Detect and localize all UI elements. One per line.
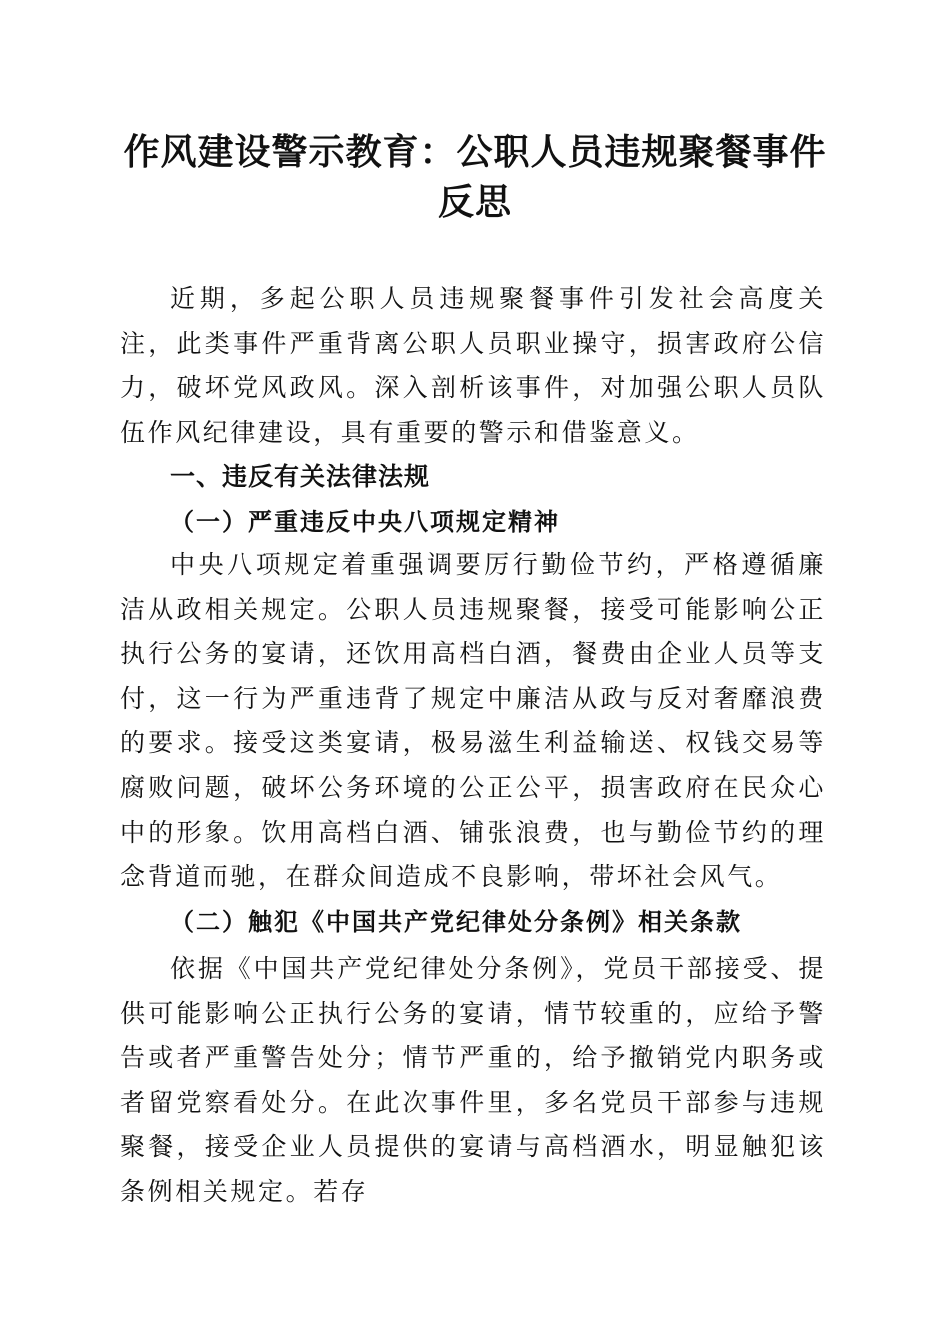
subsection-1-paragraph: 中央八项规定着重强调要厉行勤俭节约，严格遵循廉洁从政相关规定。公职人员违规聚餐，接受可能影响公正执行公务的宴请，还饮用高档白酒，餐费由企业人员等支付，这一行为严重违背了规定中廉洁从政与反对奢靡浪费的要求。接受这类宴请，极易滋生利益输送、权钱交易等腐败问题，破坏公务环境的公正公平，损害政府在民众心中的形象。饮用高档白酒、铺张浪费，也与勤俭节约的理念背道而驰，在群众间造成不良影响，带坏社会风气。 [120,550,826,892]
section-1-heading: 一、违反有关法律法规 [170,462,431,491]
intro-paragraph: 近期，多起公职人员违规聚餐事件引发社会高度关注，此类事件严重背离公职人员职业操守，损害政府公信力，破坏党风政风。深入剖析该事件，对加强公职人员队伍作风纪律建设，具有重要的警示和借鉴意义。 [120,284,826,447]
subsection-2-heading: （二）触犯《中国共产党纪律处分条例》相关条款 [170,907,742,936]
document-title: 作风建设警示教育：公职人员违规聚餐事件反思 [123,132,827,223]
subsection-2-paragraph: 依据《中国共产党纪律处分条例》，党员干部接受、提供可能影响公正执行公务的宴请，情节较重的，应给予警告或者严重警告处分；情节严重的，给予撤销党内职务或者留党察看处分。在此次事件里，多名党员干部参与违规聚餐，接受企业人员提供的宴请与高档酒水，明显触犯该条例相关规定。若存 [120,954,826,1206]
subsection-1-heading: （一）严重违反中央八项规定精神 [170,507,560,536]
